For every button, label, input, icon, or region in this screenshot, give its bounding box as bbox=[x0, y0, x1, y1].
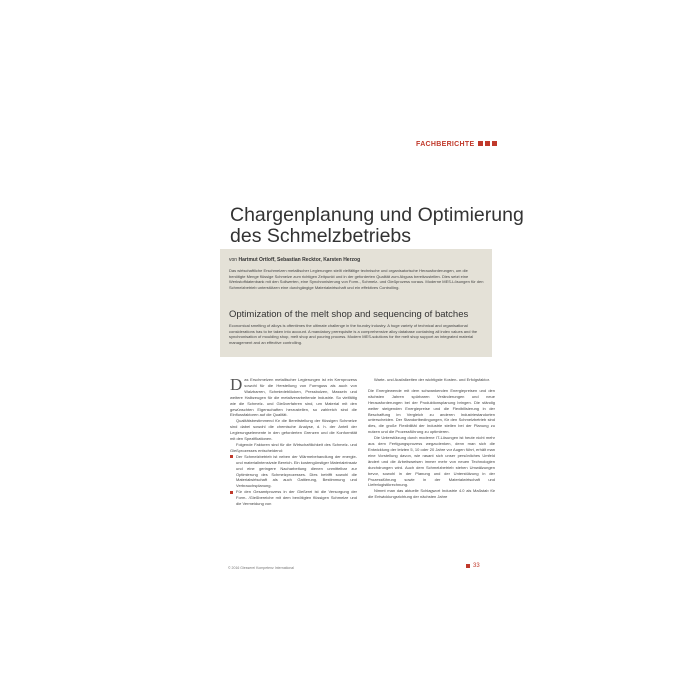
body-column-2 bbox=[368, 377, 495, 500]
bullet-item: Für den Gesamtprozess in der Gießerei ist die Versorgung der Form- /Gießbereiche mit dem benötigten flüssigen Schmelze und die Vermeidung von bbox=[230, 489, 357, 507]
page-number-block bbox=[466, 563, 480, 569]
body-paragraph bbox=[230, 377, 357, 418]
body-paragraph: Nimmt man das aktuelle Schlagwort Industrie 4.0 als Maßstab für die Entwicklungsrichtung der nächsten Jahre bbox=[368, 488, 495, 500]
article-title: Chargenplanung und Optimierung des Schmelzbetriebs bbox=[230, 204, 524, 247]
section-marker-squares bbox=[478, 141, 497, 146]
author-names: Hartmut Ortloff, Sebastian Recktor, Karsten Herzog bbox=[238, 257, 361, 263]
author-line bbox=[229, 257, 360, 263]
body-paragraph: Die Unterstützung durch moderne IT-Lösungen ist heute nicht mehr aus dem Fertigungsprozess wegzudenken, denn man sich die Entwicklung der letzten 5, 10 oder 20 Jahre vor Augen führt, erhält man eine Vorstellung davon, wie rasant sich unser persönliches Umfeld ändert und die Arbeitsweisen immer mehr von neuen Technologien durchdrungen wird. Auch dem Schmelzbetrieb stehen Umwälzungen bevor, sowohl in der Planung und der Unterstützung in der Prozessführung sowie in der Materialwirtschaft und Lieferlogistikrechnung. bbox=[368, 435, 495, 488]
english-title: Optimization of the melt shop and sequencing of batches bbox=[229, 309, 469, 320]
body-paragraph: Qualitätsbestimmend für die Bereitstellung der flüssigen Schmelze sind dabei sowohl die chemische Analyse, d. h. der Anteil der Legierungselemente in den geforderten Grenzen und die Konformität mit den Spezifikationen. bbox=[230, 418, 357, 442]
body-column-1 bbox=[230, 377, 357, 507]
paragraph-text: as Erschmelzen metallischer Legierungen ist ein Kernprozess sowohl für die Herstellung von Formguss als auch von Walzbarren, Schmiedeblöcken, Pressbolzen, Masseln und weitere Halbzeugen für die metallverarbeitende Industrie. So vielfältig wie die Schmelz- und Gießverfahren sind, um Material mit den gewünschten Eigenschaften herzustellen, so zahlreich sind die Einflussfaktoren auf die Qualität. bbox=[230, 377, 357, 418]
drop-cap: D bbox=[230, 375, 243, 394]
section-label: FACHBERICHTE bbox=[416, 141, 475, 148]
bullet-item: Der Schmelzbetrieb ist neben der Wärmebehandlung der energie- und materialintensivste Bereich. Ein kostengünstiger Materialeinsatz und eine geringere Nacharbeitung dienen unmittelbar zur Optimierung des Schmelzprozesses. Dies betrifft sowohl die Materialwirtschaft als auch Gattierung, Bestimmung und Verbrauchsplanung. bbox=[230, 454, 357, 489]
marker-square bbox=[478, 141, 483, 146]
body-paragraph: Die Energiewende mit dem schwankenden Energiepreisen und den nächsten Jahren spürbaren Veränderungen und neue Herausforderungen bei der Produktionsplanung bringen. Die ständig weiter steigenden Energiepreise und die Flexibilisierung in der Beschaffung im Vergleich zu anderen Industriestandorten unterscheiden. Der Standortbedingungen, für den Schmelzbetrieb sind dies, die große Flexibilität der Industrie stellen bei der Planung zu nutzen und die Prozessführung zu optimieren. bbox=[368, 387, 495, 435]
body-paragraph: Warte- und Ausfallzeiten der wichtigste Kosten- und Erfolgsfaktor. bbox=[374, 377, 490, 382]
page-number: 33 bbox=[473, 563, 480, 569]
footer-copyright: © 2016 Giesserei Kompetenz International bbox=[228, 566, 295, 570]
abstract-german: Das wirtschaftliche Erschmelzen metallischer Legierungen stellt vielfältige technische und organisatorische Herausforderungen, um die benötigte Menge flüssige Schmelze zum richtigen Zeitpunkt und in der geforderten Qualität zum Abguss bereitzustellen. Dies setzt eine Werkstoffdatenbank mit den Sollwerten, eine Synchronisierung von Form-, Schmelz- und Gießprozess voraus. Moderne MES-Lösungen für den Schmelzbetrieb unterstützen eine durchgängige Materialwirtschaft und ein effektives Controlling. bbox=[229, 268, 484, 290]
abstract-english: Economical smelting of alloys is oftentimes the ultimate challenge in the foundry industry. A huge variety of technical and organisational considerations has to be taken into account. A mandatory prerequisite is a comprehensive alloy database containing all index values and the synchronisation of moulding shop, melt shop and pouring process. Modern MES-solutions for the melt shop support an integrated material management and an effective controlling. bbox=[229, 323, 478, 345]
marker-square bbox=[485, 141, 490, 146]
marker-square bbox=[492, 141, 497, 146]
authors-prefix: von bbox=[229, 257, 238, 263]
page-marker-square bbox=[466, 564, 470, 568]
body-paragraph: Folgende Faktoren sind für die Wirtschaftlichkeit des Schmelz- und Gießprozesses entscheidend: bbox=[230, 441, 357, 453]
